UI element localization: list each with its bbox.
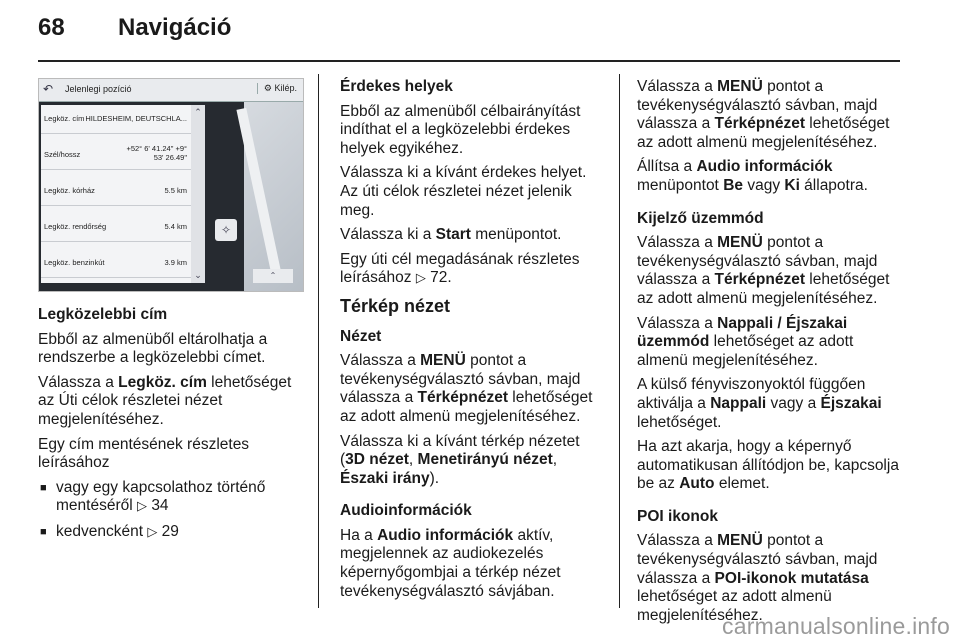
heading-poi: Érdekes helyek xyxy=(340,78,453,95)
column-divider-1 xyxy=(318,74,319,608)
paragraph: Ebből az almenüből eltárolhatja a rendszerbe a legközelebbi címet. xyxy=(38,330,268,367)
paragraph: Válassza ki a Start menüpontot. xyxy=(340,226,562,244)
reference-arrow-icon: ▷ xyxy=(147,524,158,540)
paragraph: Egy cím mentésének részletes leírásához xyxy=(38,435,250,472)
list-item: Legköz. cím HILDESHEIM, DEUTSCHLA... xyxy=(41,105,191,134)
page-number: 68 xyxy=(38,14,65,41)
paragraph: Válassza ki a kívánt térkép nézetet (3D nézet, Menetirányú nézet, Északi irány). xyxy=(340,432,580,487)
screen-topbar xyxy=(39,79,303,102)
paragraph: Állítsa a Audio információk menüpontot Be vagy Ki állapotra. xyxy=(637,158,868,194)
column-2 xyxy=(340,78,606,607)
page-header xyxy=(38,14,918,50)
paragraph: A külső fényviszonyoktól függően aktiválja a Nappali vagy a Éjszakai lehetőséget. xyxy=(637,376,882,431)
header-rule xyxy=(38,60,900,62)
watermark: carmanualsonline.info xyxy=(722,613,950,639)
column-3 xyxy=(637,78,903,631)
heading-display-mode: Kijelző üzemmód xyxy=(637,209,764,227)
heading-audio-info: Audioinformációk xyxy=(340,502,472,520)
list-item: Legköz. benzinkút 3.9 km xyxy=(41,249,191,278)
paragraph: Válassza a MENÜ pontot a tevékenységválasztó sávban, majd válassza a POI-ikonok mutatása lehetőséget az adott almenü megjelenítéséhez. xyxy=(637,532,878,624)
list-item: Szél/hossz +52° 6' 41.24" +9° 53' 26.49" xyxy=(41,141,191,170)
list-item: Legköz. kórház 5.5 km xyxy=(41,177,191,206)
heading-nearest-address: Legközelebbi cím xyxy=(38,306,168,323)
chevron-up-icon: ⌃ xyxy=(253,269,293,283)
paragraph: Válassza a MENÜ pontot a tevékenységválasztó sávban, majd válassza a Térképnézet lehetőséget az adott almenü megjelenítéséhez. xyxy=(340,352,593,425)
paragraph: Válassza a Legköz. cím lehetőséget az Úti célok részletei nézet megjelenítéséhez. xyxy=(38,373,292,428)
nav-screenshot xyxy=(38,78,304,292)
list-item: ■ kedvencként ▷ 29 xyxy=(38,523,306,543)
heading-poi-icons: POI ikonok xyxy=(637,507,718,525)
list-item: ■ vagy egy kapcsolathoz történő mentéséről ▷ 34 xyxy=(38,479,306,517)
scrollbar xyxy=(191,105,205,283)
crosshair-icon: ✧ xyxy=(215,219,237,241)
position-list xyxy=(41,105,191,283)
paragraph: Válassza ki a kívánt érdekes helyet. Az úti célok részletei nézet jelenik meg. xyxy=(340,164,587,219)
paragraph: Válassza a Nappali / Éjszakai üzemmód lehetőséget az adott almenü megjelenítéséhez. xyxy=(637,314,854,369)
section-title: Térkép nézet xyxy=(340,295,451,316)
reference-arrow-icon: ▷ xyxy=(137,499,147,515)
paragraph: Válassza a MENÜ pontot a tevékenységválasztó sávban, majd válassza a Térképnézet lehetőséget az adott almenü megjelenítéséhez. xyxy=(637,78,890,151)
column-divider-2 xyxy=(619,74,620,608)
map-preview xyxy=(244,79,303,291)
paragraph: Válassza a MENÜ pontot a tevékenységválasztó sávban, majd válassza a Térképnézet lehetőséget az adott almenü megjelenítéséhez. xyxy=(637,234,890,307)
heading-view: Nézet xyxy=(340,327,382,345)
paragraph: Ebből az almenüből célbairányítást indíthat el a legközelebbi érdekes helyek egyikéhez. xyxy=(340,102,581,157)
exit-button: ⚙ Kilép. xyxy=(257,83,297,94)
screen-title: Jelenlegi pozíció xyxy=(65,84,132,94)
back-arrow-icon: ↶ xyxy=(43,82,54,96)
reference-arrow-icon: ▷ xyxy=(415,271,426,287)
column-1 xyxy=(38,306,306,549)
paragraph: Ha a Audio információk aktív, megjelennek az audiokezelés képernyőgombjai a térkép nézet tevékenységválasztó sávjában. xyxy=(340,526,561,600)
chevron-up-icon: ⌃ xyxy=(194,107,202,117)
paragraph: Ha azt akarja, hogy a képernyő automatikusan állítódjon be, kapcsolja be az Auto elemet. xyxy=(637,438,899,493)
chevron-down-icon: ⌄ xyxy=(194,270,202,280)
page-title: Navigáció xyxy=(118,14,232,41)
list-item: Legköz. rendőrség 5.4 km xyxy=(41,213,191,242)
paragraph: Egy úti cél megadásának részletes leírásához ▷ 72. xyxy=(340,250,580,287)
